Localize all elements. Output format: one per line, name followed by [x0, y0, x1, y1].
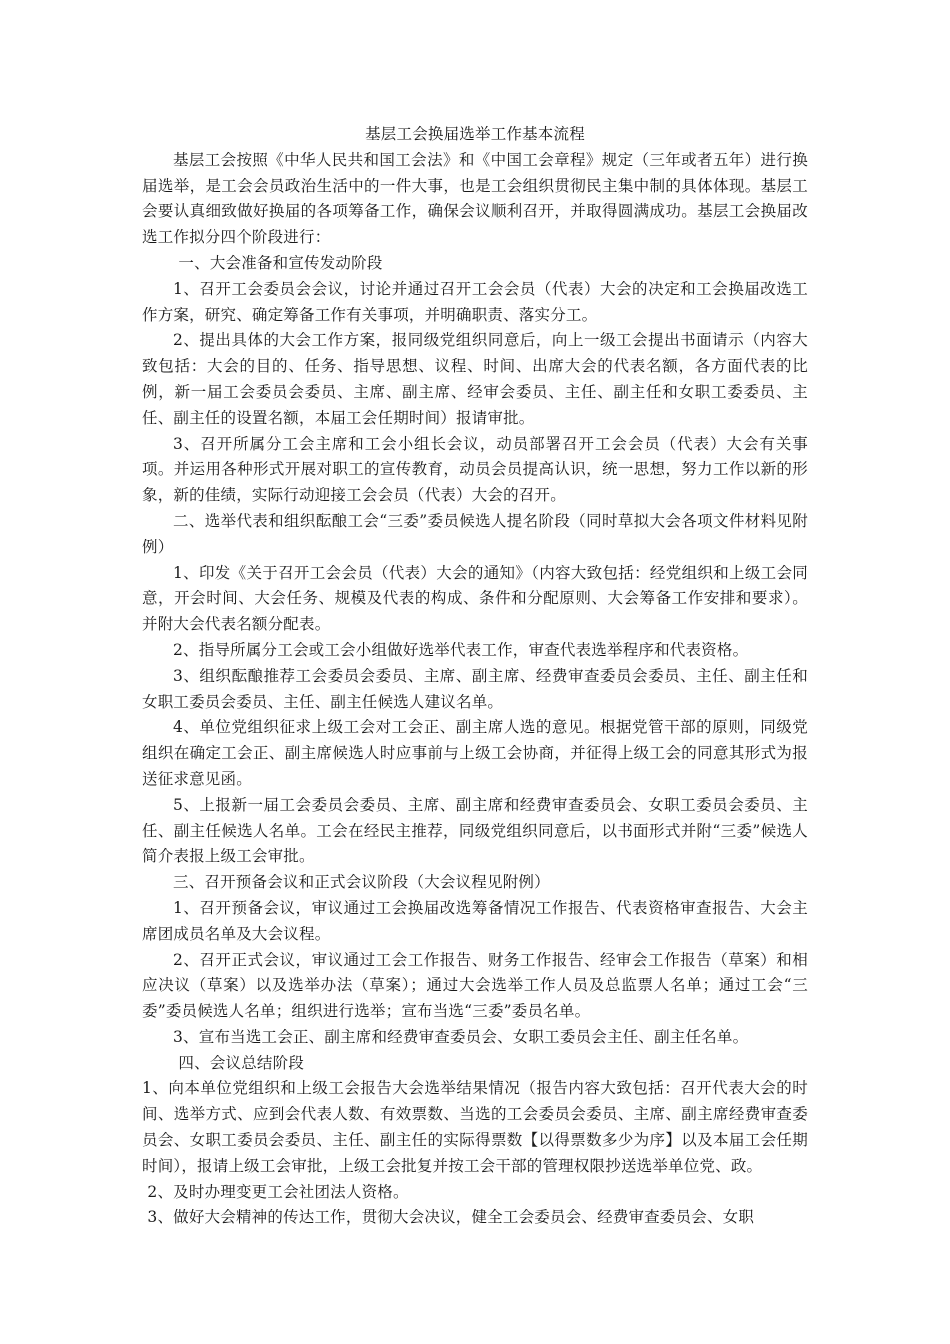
section-3-item-2: 2、召开正式会议，审议通过工会工作报告、财务工作报告、经审会工作报告（草案）和相应决议（草案）以及选举办法（草案）；通过大会选举工作人员及总监票人名单；通过工会“三委”委员候选人名单；组织进行选举；宣布当选“三委”委员名单。 [142, 950, 808, 1021]
section-4-heading: 四、会议总结阶段 [178, 1053, 305, 1072]
section-2-heading: 二、选举代表和组织酝酿工会“三委”委员候选人提名阶段（同时草拟大会各项文件材料见附例） [142, 511, 808, 556]
document-title: 基层工会换届选举工作基本流程 [365, 125, 585, 143]
section-4-item-1: 1、向本单位党组织和上级工会报告大会选举结果情况（报告内容大致包括：召开代表大会的时间、选举方式、应到会代表人数、有效票数、当选的工会委员会委员、主席、副主席经费审查委员会、女职工委员会委员、主任、副主任的实际得票数【以得票数多少为序】以及本届工会任期时间），报请上级工会审批，上级工会批复并按工会干部的管理权限抄送选举单位党、政。 [142, 1079, 808, 1175]
section-3-item-3: 3、宣布当选工会正、副主席和经费审查委员会、女职工委员会主任、副主任名单。 [173, 1027, 749, 1046]
section-4-item-2: 2、及时办理变更工会社团法人资格。 [147, 1182, 409, 1201]
section-2-item-5: 5、上报新一届工会委员会委员、主席、副主席和经费审查委员会、女职工委员会委员、主任、副主任候选人名单。工会在经民主推荐，同级党组织同意后，以书面形式并附“三委”候选人简介表报上级工会审批。 [142, 795, 808, 866]
section-1-item-3: 3、召开所属分工会主席和工会小组长会议，动员部署召开工会会员（代表）大会有关事项。并运用各种形式开展对职工的宣传教育，动员会员提高认识，统一思想，努力工作以新的形象，新的佳绩，实际行动迎接工会会员（代表）大会的召开。 [142, 434, 808, 505]
document-page [142, 122, 808, 1231]
section-2-item-1: 1、印发《关于召开工会会员（代表）大会的通知》（内容大致包括：经党组织和上级工会同意，开会时间、大会任务、规模及代表的构成、条件和分配原则、大会筹备工作安排和要求）。并附大会代表名额分配表。 [142, 563, 808, 634]
section-3-item-1: 1、召开预备会议，审议通过工会换届改选筹备情况工作报告、代表资格审查报告、大会主席团成员名单及大会议程。 [142, 898, 808, 943]
section-3-heading: 三、召开预备会议和正式会议阶段（大会议程见附例） [173, 873, 550, 892]
section-2-item-3: 3、组织酝酿推荐工会委员会委员、主席、副主席、经费审查委员会委员、主任、副主任和女职工委员会委员、主任、副主任候选人建议名单。 [142, 666, 808, 711]
section-1-item-1: 1、召开工会委员会会议，讨论并通过召开工会会员（代表）大会的决定和工会换届改选工作方案，研究、确定筹备工作有关事项，并明确职责、落实分工。 [142, 279, 808, 324]
intro-paragraph: 基层工会按照《中华人民共和国工会法》和《中国工会章程》规定（三年或者五年）进行换届选举，是工会会员政治生活中的一件大事，也是工会组织贯彻民主集中制的具体体现。基层工会要认真细致做好换届的各项筹备工作，确保会议顺利召开，并取得圆满成功。基层工会换届改选工作拟分四个阶段进行： [142, 150, 808, 247]
section-1-item-2: 2、提出具体的大会工作方案，报同级党组织同意后，向上一级工会提出书面请示（内容大致包括：大会的目的、任务、指导思想、议程、时间、出席大会的代表名额，各方面代表的比例，新一届工会委员会委员、主席、副主席、经审会委员、主任、副主任和女职工委委员、主任、副主任的设置名额，本届工会任期时间）报请审批。 [142, 331, 808, 427]
section-2-item-2: 2、指导所属分工会或工会小组做好选举代表工作，审查代表选举程序和代表资格。 [173, 640, 749, 659]
section-4-item-3: 3、做好大会精神的传达工作，贯彻大会决议，健全工会委员会、经费审查委员会、女职 [147, 1208, 755, 1227]
section-1-heading: 一、大会准备和宣传发动阶段 [178, 253, 383, 272]
section-2-item-4: 4、单位党组织征求上级工会对工会正、副主席人选的意见。根据党管干部的原则，同级党组织在确定工会正、副主席候选人时应事前与上级工会协商，并征得上级工会的同意其形式为报送征求意见函。 [142, 718, 808, 788]
